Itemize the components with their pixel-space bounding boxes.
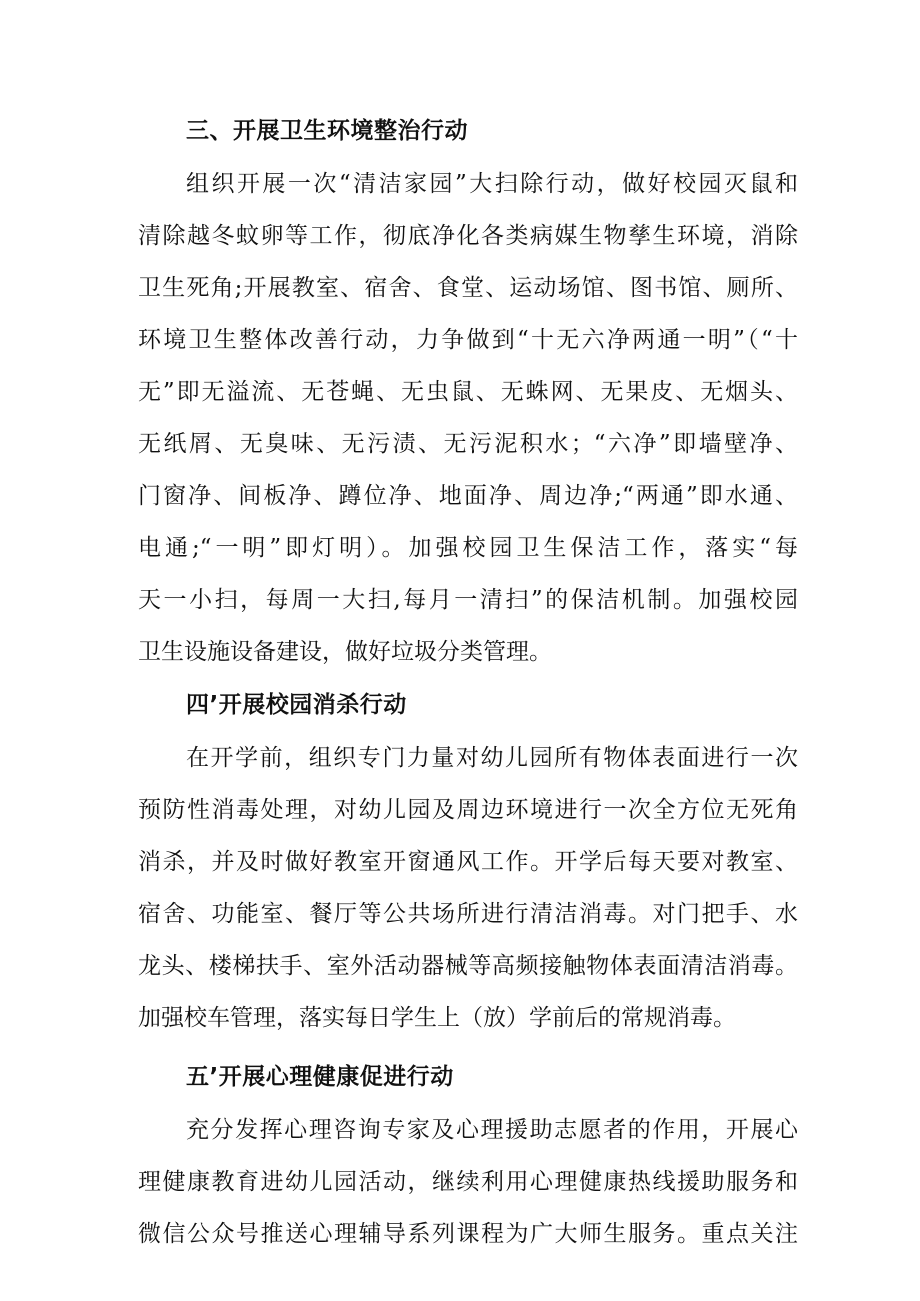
paragraph-line: 加强校车管理，落实每日学生上（放）学前后的常规消毒。 — [138, 1005, 736, 1031]
paragraph-line: 充分发挥心理咨询专家及心理援助志愿者的作用，开展心 — [186, 1117, 798, 1143]
section-4-paragraph — [138, 732, 798, 1044]
paragraph-line: 卫生设施设备建设，做好垃圾分类管理。 — [138, 639, 552, 665]
paragraph-line: 卫生死角;开展教室、宿舍、食堂、运动场馆、图书馆、厕所、 — [138, 275, 798, 301]
section-5-paragraph — [138, 1104, 798, 1260]
paragraph-line: 龙头、楼梯扶手、室外活动器械等高频接触物体表面清洁消毒。 — [138, 953, 798, 979]
paragraph-line: 天一小扫，每周一大扫,每月一清扫”的保洁机制。加强校园 — [138, 587, 798, 613]
section-heading-4: 四’开展校园消杀行动 — [186, 692, 407, 718]
section-heading-5: 五’开展心理健康促进行动 — [186, 1064, 454, 1090]
document-page — [138, 104, 798, 1260]
paragraph-line: 无纸屑、无臭味、无污渍、无污泥积水；“六净”即墙壁净、 — [138, 431, 798, 457]
section-heading-3: 三、开展卫生环境整治行动 — [186, 118, 468, 144]
paragraph-line: 微信公众号推送心理辅导系列课程为广大师生服务。重点关注 — [138, 1221, 798, 1247]
paragraph-line: 环境卫生整体改善行动，力争做到“十无六净两通一明”（“十 — [138, 327, 798, 353]
paragraph-line: 理健康教育进幼儿园活动，继续利用心理健康热线援助服务和 — [138, 1169, 798, 1195]
paragraph-line: 预防性消毒处理，对幼儿园及周边环境进行一次全方位无死角 — [138, 797, 798, 823]
paragraph-line: 消杀，并及时做好教室开窗通风工作。开学后每天要对教室、 — [138, 849, 798, 875]
paragraph-line: 电通;“一明”即灯明）。加强校园卫生保洁工作，落实“每 — [138, 535, 798, 561]
section-3-paragraph — [138, 158, 798, 678]
paragraph-line: 门窗净、间板净、蹲位净、地面净、周边净;“两通”即水通、 — [138, 483, 798, 509]
paragraph-line: 宿舍、功能室、餐厅等公共场所进行清洁消毒。对门把手、水 — [138, 901, 798, 927]
paragraph-line: 清除越冬蚊卵等工作，彻底净化各类病媒生物孳生环境，消除 — [138, 223, 798, 249]
paragraph-line: 无”即无溢流、无苍蝇、无虫鼠、无蛛网、无果皮、无烟头、 — [138, 379, 798, 405]
paragraph-line: 组织开展一次“清洁家园”大扫除行动，做好校园灭鼠和 — [186, 171, 798, 197]
paragraph-line: 在开学前，组织专门力量对幼儿园所有物体表面进行一次 — [186, 745, 798, 771]
